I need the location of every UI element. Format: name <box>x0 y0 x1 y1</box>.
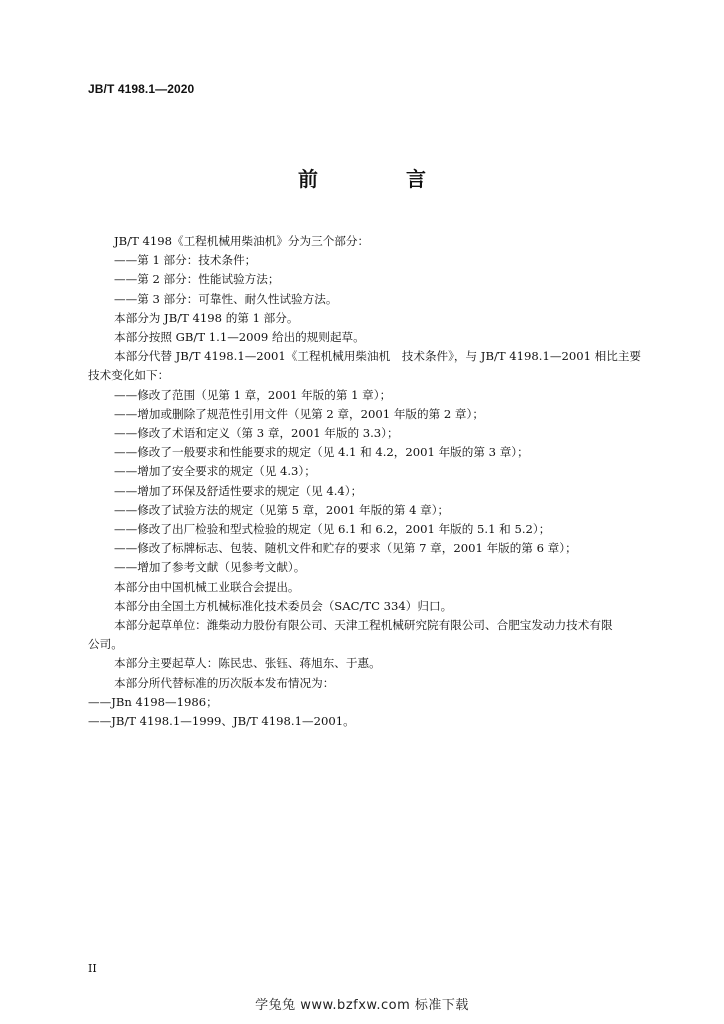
list-item-part-2: ——第 2 部分：性能试验方法； <box>114 272 280 287</box>
list-item-change-marking: ——修改了标牌标志、包装、随机文件和贮存的要求（见第 7 章，2001 年版的第 6 章）； <box>114 541 577 556</box>
list-item-version-1999-2001: ——JB/T 4198.1—1999、JB/T 4198.1—2001。 <box>88 714 355 729</box>
paragraph-replacement-line-1: 本部分代替 JB/T 4198.1—2001《工程机械用柴油机 技术条件》，与 JB/T 4198.1—2001 相比主要 <box>114 349 642 364</box>
page-number: II <box>88 962 97 975</box>
list-item-change-bibliography: ——增加了参考文献（见参考文献）。 <box>114 560 306 575</box>
list-item-change-environment: ——增加了环保及舒适性要求的规定（见 4.4）； <box>114 483 363 498</box>
list-item-change-references: ——增加或删除了规范性引用文件（见第 2 章，2001 年版的第 2 章）； <box>114 406 484 421</box>
foreword-body <box>88 232 662 731</box>
paragraph-drafting-units <box>88 616 662 654</box>
list-item-change-inspection: ——修改了出厂检验和型式检验的规定（见 6.1 和 6.2，2001 年版的 5.1 和 5.2）； <box>114 522 551 537</box>
paragraph-centralized: 本部分由全国土方机械标准化技术委员会（SAC/TC 334）归口。 <box>114 598 453 613</box>
paragraph-series-intro: JB/T 4198《工程机械用柴油机》分为三个部分： <box>114 234 370 248</box>
list-item-change-general-requirements: ——修改了一般要求和性能要求的规定（见 4.1 和 4.2，2001 年版的第 3 章）； <box>114 445 529 460</box>
list-item-change-test-methods: ——修改了试验方法的规定（见第 5 章，2001 年版的第 4 章）； <box>114 502 450 517</box>
list-item-part-3: ——第 3 部分：可靠性、耐久性试验方法。 <box>114 291 338 306</box>
list-item-change-safety: ——增加了安全要求的规定（见 4.3）； <box>114 464 316 479</box>
paragraph-drafting-rules: 本部分按照 GB/T 1.1—2009 给出的规则起草。 <box>114 330 365 345</box>
paragraph-proposer: 本部分由中国机械工业联合会提出。 <box>114 579 300 594</box>
paragraph-part-statement: 本部分为 JB/T 4198 的第 1 部分。 <box>114 310 299 325</box>
paragraph-drafting-units-line-1: 本部分起草单位：潍柴动力股份有限公司、天津工程机械研究院有限公司、合肥宝发动力技术有限 <box>114 618 613 633</box>
paragraph-drafting-units-line-2: 公司。 <box>88 637 123 652</box>
list-item-part-1: ——第 1 部分：技术条件； <box>114 253 257 268</box>
paragraph-replacement <box>88 347 662 385</box>
list-item-change-terms: ——修改了术语和定义（第 3 章，2001 年版的 3.3）； <box>114 426 399 441</box>
list-item-change-scope: ——修改了范围（见第 1 章，2001 年版的第 1 章）； <box>114 387 392 402</box>
paragraph-version-history: 本部分所代替标准的历次版本发布情况为： <box>114 675 335 690</box>
standard-code-header: JB/T 4198.1—2020 <box>88 82 195 96</box>
page-title: 前 言 <box>298 167 460 191</box>
footer-watermark-link[interactable]: 学兔兔 www.bzfxw.com 标准下载 <box>255 998 469 1013</box>
paragraph-replacement-line-2: 技术变化如下： <box>88 368 170 383</box>
paragraph-drafters: 本部分主要起草人：陈民忠、张钰、蒋旭东、于惠。 <box>114 656 381 671</box>
list-item-version-1986: ——JBn 4198—1986； <box>88 694 218 709</box>
